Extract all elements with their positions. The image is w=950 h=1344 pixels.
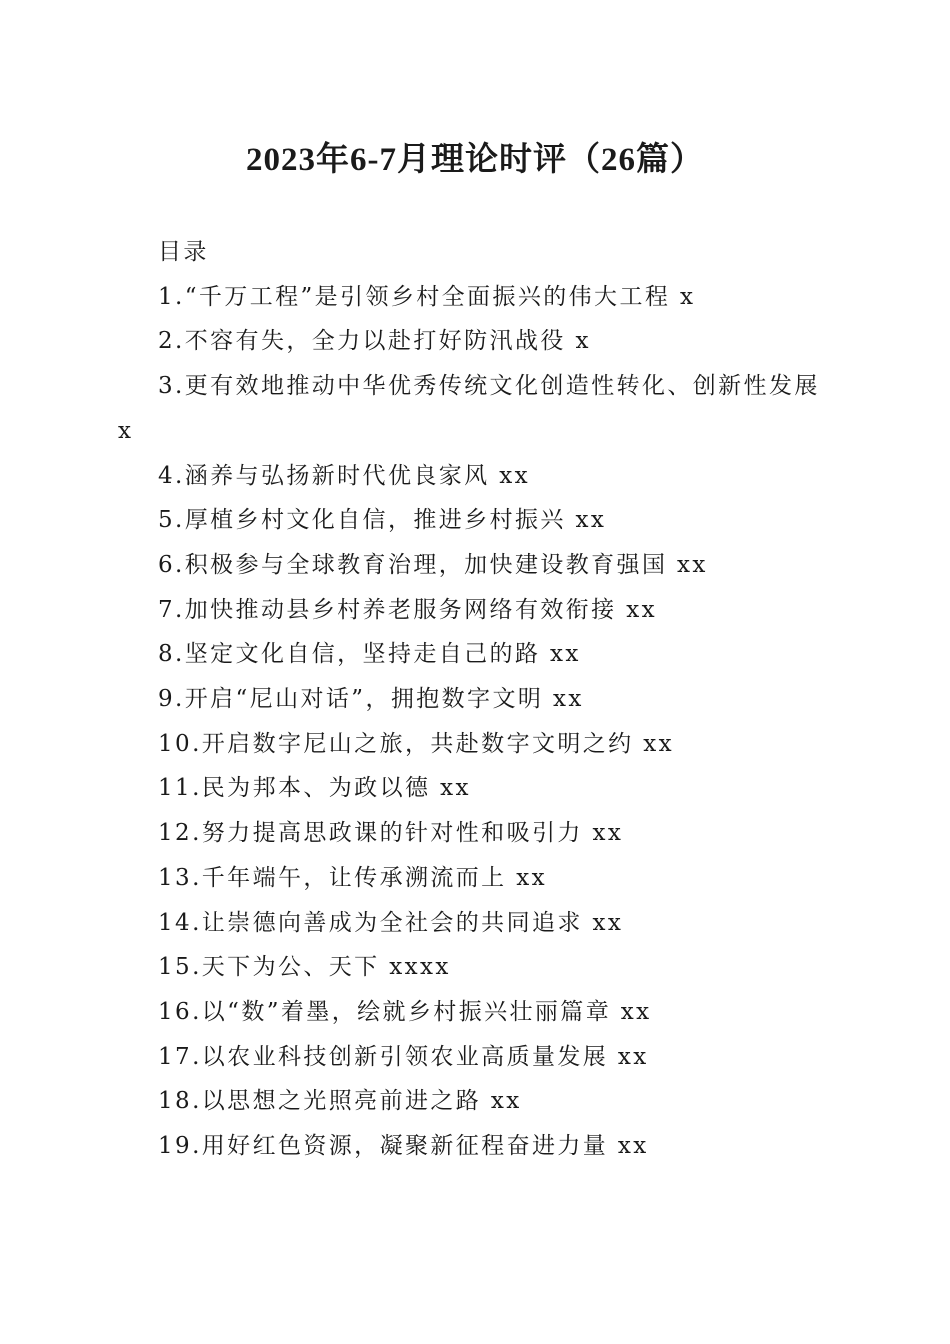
toc-item: 18.以思想之光照亮前进之路 xx [158,1088,522,1115]
toc-item: 5.厚植乡村文化自信，推进乡村振兴 xx [158,507,607,534]
table-of-contents [118,230,830,1169]
toc-item: 6.积极参与全球教育治理，加快建设教育强国 xx [158,551,708,578]
toc-item: 14.让崇德向善成为全社会的共同追求 xx [158,909,624,936]
toc-item: 2.不容有失，全力以赴打好防汛战役 x [158,328,591,355]
toc-item: 3.更有效地推动中华优秀传统文化创造性转化、创新性发展 x [118,373,820,444]
toc-item: 16.以“数”着墨，绘就乡村振兴壮丽篇章 xx [158,998,652,1025]
toc-item: 8.坚定文化自信，坚持走自己的路 xx [158,641,581,668]
toc-item: 12.努力提高思政课的针对性和吸引力 xx [158,820,624,847]
document-title: 2023年6-7月理论时评（26篇） [246,142,704,178]
toc-item: 11.民为邦本、为政以德 xx [158,775,471,802]
toc-list [118,275,830,1169]
toc-item: 19.用好红色资源，凝聚新征程奋进力量 xx [158,1133,649,1160]
toc-item: 4.涵养与弘扬新时代优良家风 xx [158,462,530,489]
toc-item: 13.千年端午，让传承溯流而上 xx [158,864,548,891]
toc-item: 15.天下为公、天下 xxxx [158,954,451,981]
toc-item: 1.“千万工程”是引领乡村全面振兴的伟大工程 x [158,283,696,310]
toc-item: 9.开启“尼山对话”，拥抱数字文明 xx [158,686,584,713]
toc-item: 10.开启数字尼山之旅，共赴数字文明之约 xx [158,730,675,757]
toc-item: 17.以农业科技创新引领农业高质量发展 xx [158,1043,649,1070]
toc-heading: 目录 [158,239,209,265]
toc-item: 7.加快推动县乡村养老服务网络有效衔接 xx [158,596,657,623]
